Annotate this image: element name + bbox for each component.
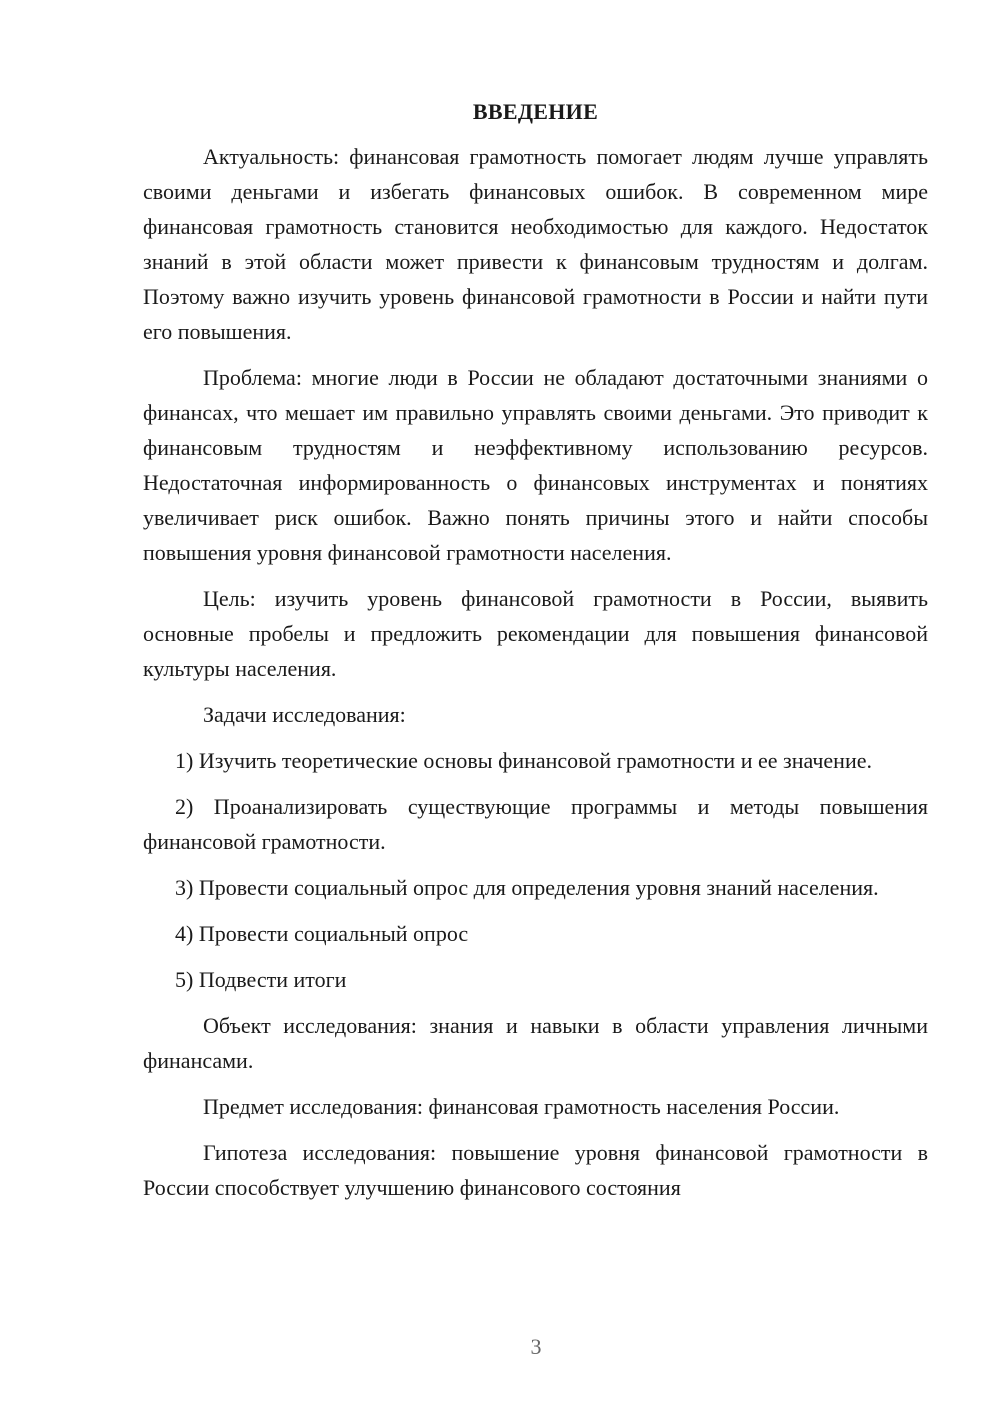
page-content	[143, 94, 928, 1216]
task-item: 5) Подвести итоги	[175, 967, 347, 992]
section-heading: ВВЕДЕНИЕ	[472, 99, 599, 124]
paragraph-relevance: Актуальность: финансовая грамотность помогает людям лучше управлять своими деньгами и избегать финансовых ошибок. В современном мире финансовая грамотность становится необходимостью для каждого. Недостаток знаний в этой области может привести к финансовым трудностям и долгам. Поэтому важно изучить уровень финансовой грамотности в России и найти пути его повышения.	[143, 144, 928, 344]
paragraph-hypothesis: Гипотеза исследования: повышение уровня финансовой грамотности в России способствует улучшению финансового состояния	[143, 1140, 928, 1200]
paragraph-tasks-intro: Задачи исследования:	[203, 702, 406, 727]
task-item: 1) Изучить теоретические основы финансовой грамотности и ее значение.	[175, 748, 872, 773]
paragraph-object: Объект исследования: знания и навыки в области управления личными финансами.	[143, 1013, 928, 1073]
paragraph-goal: Цель: изучить уровень финансовой грамотности в России, выявить основные пробелы и предложить рекомендации для повышения финансовой культуры населения.	[143, 586, 928, 681]
task-item: 3) Провести социальный опрос для определения уровня знаний населения.	[175, 875, 879, 900]
task-item: 4) Провести социальный опрос	[175, 921, 469, 946]
paragraph-problem: Проблема: многие люди в России не обладают достаточными знаниями о финансах, что мешает им правильно управлять своими деньгами. Это приводит к финансовым трудностям и неэффективному использованию ресурсов. Недостаточная информированность о финансовых инструментах и понятиях увеличивает риск ошибок. Важно понять причины этого и найти способы повышения уровня финансовой грамотности населения.	[143, 365, 928, 565]
page-number: 3	[530, 1334, 542, 1359]
task-item: 2) Проанализировать существующие программы и методы повышения финансовой грамотности.	[143, 794, 928, 854]
paragraph-subject: Предмет исследования: финансовая грамотность населения России.	[203, 1094, 840, 1119]
